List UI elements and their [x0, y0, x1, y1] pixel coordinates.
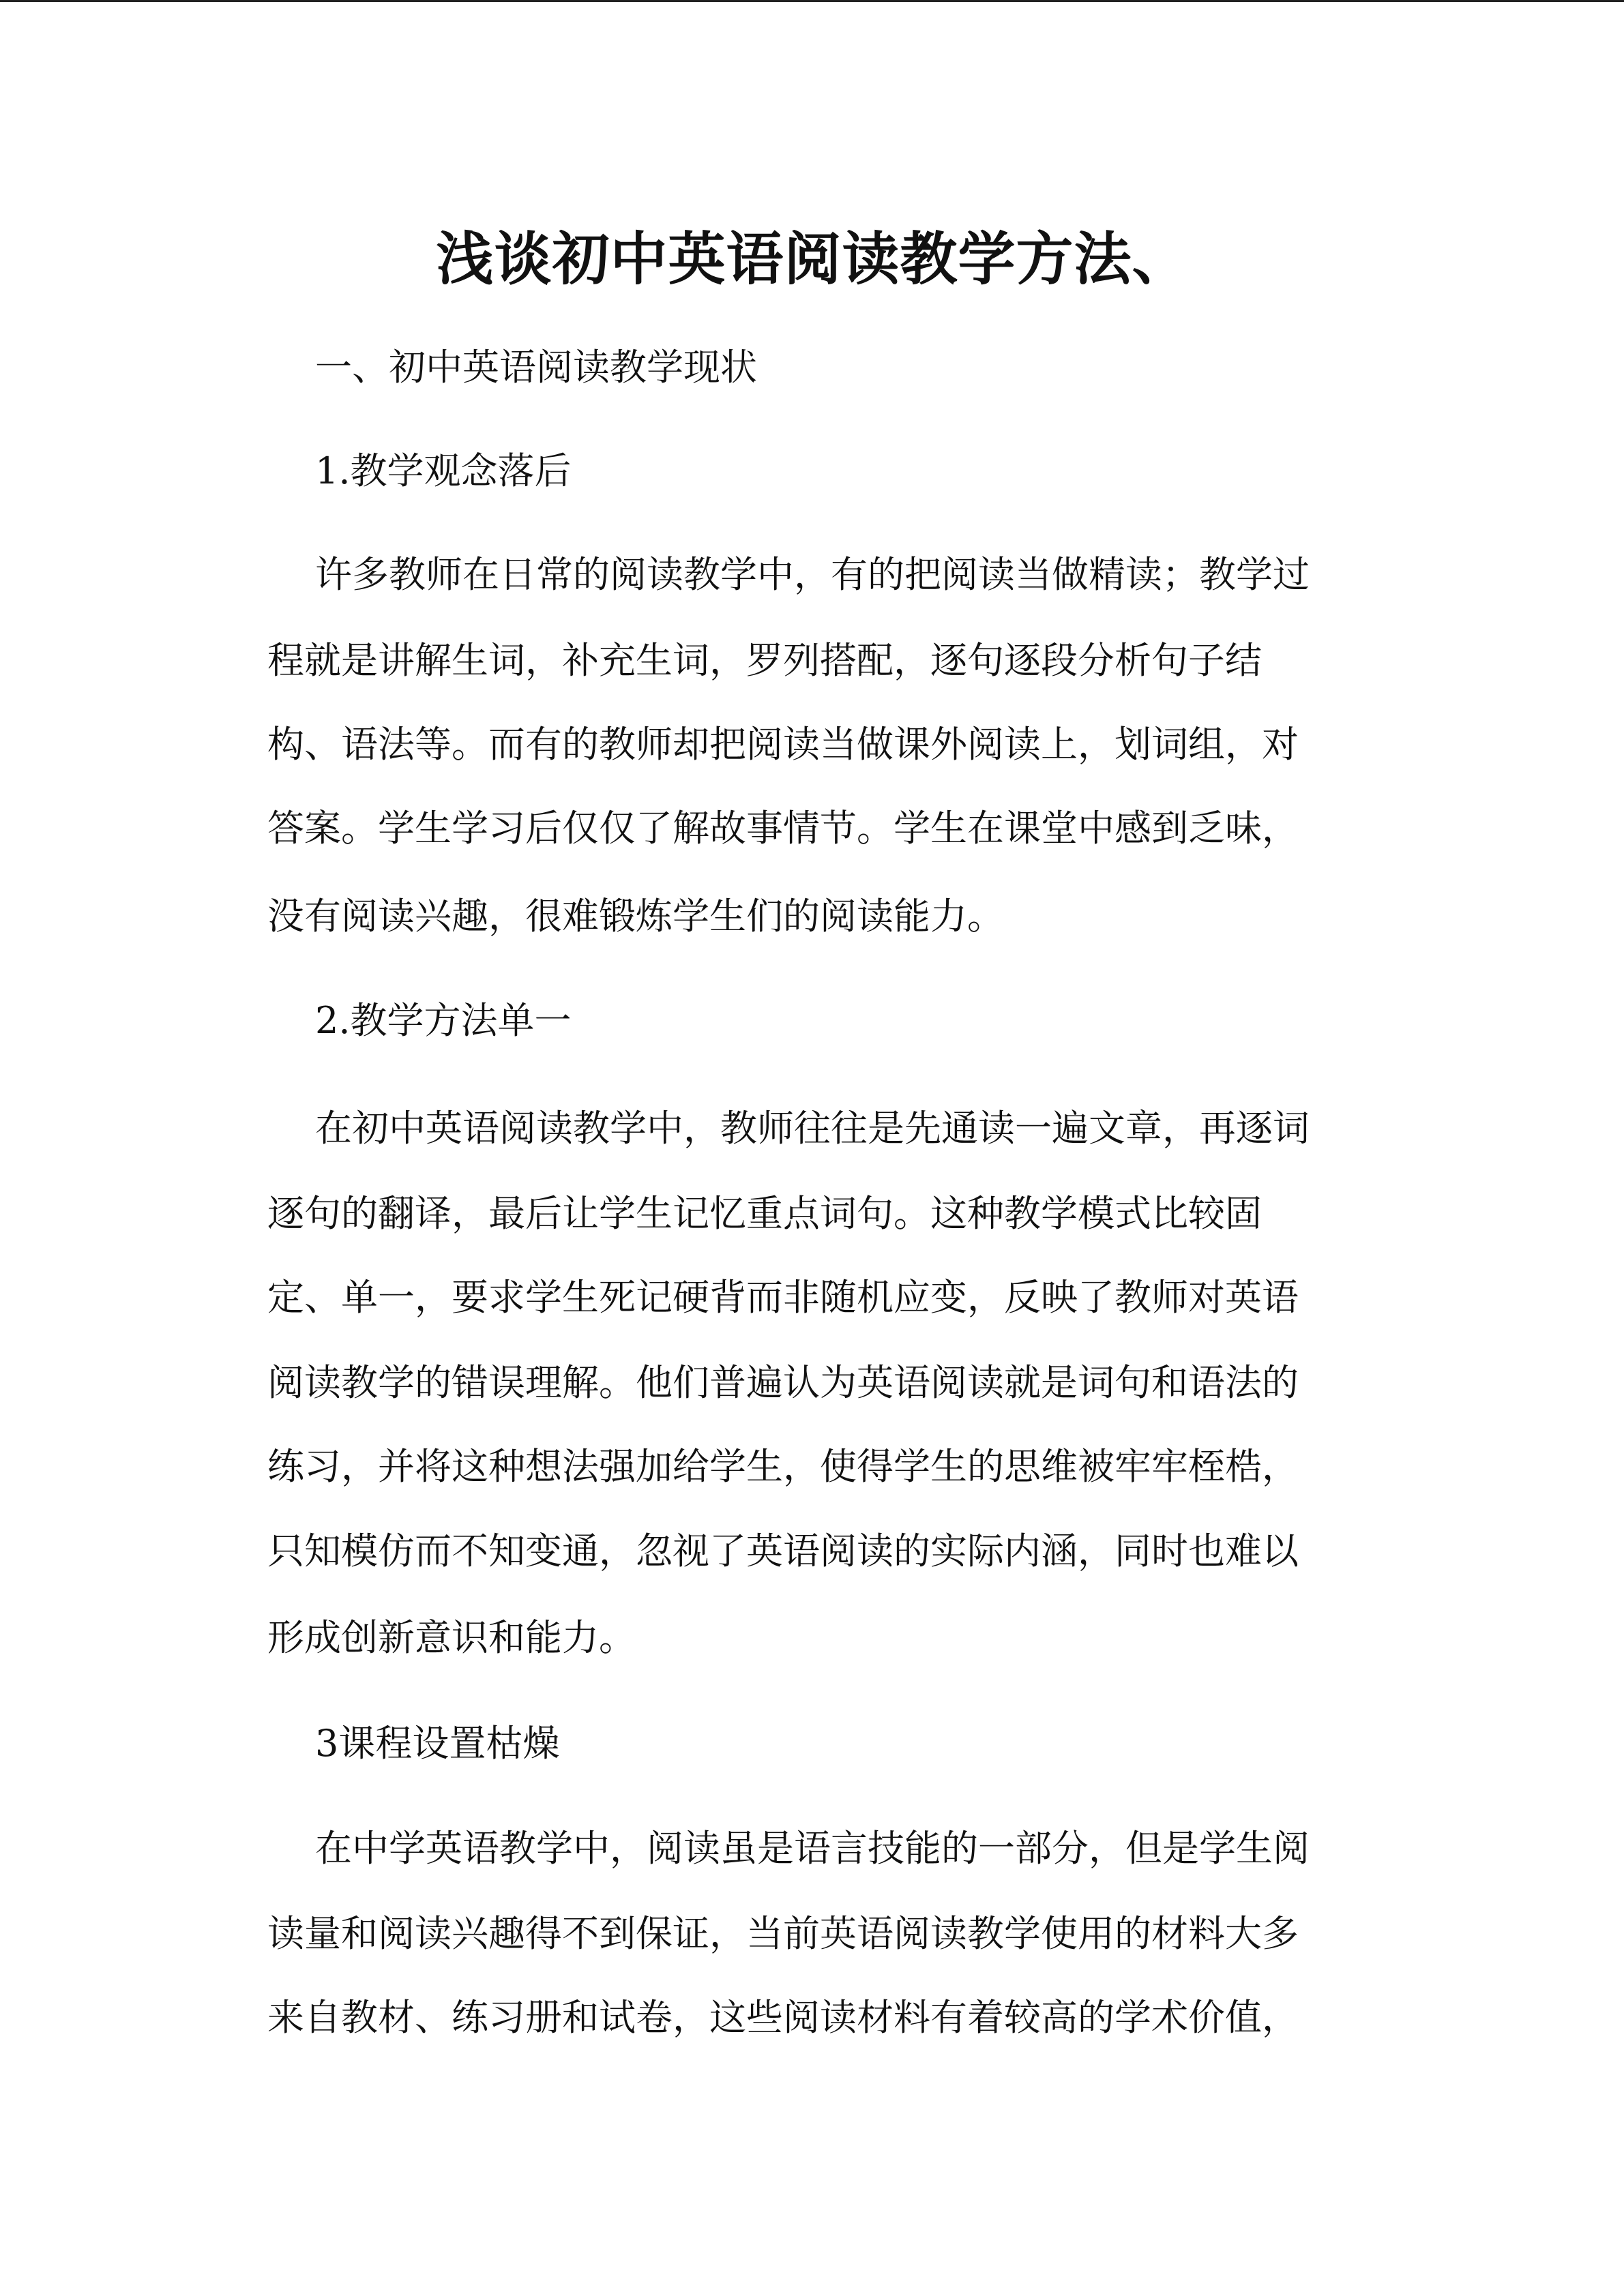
paragraph-line: 在初中英语阅读教学中，教师往往是先通读一遍文章，再逐词: [315, 1107, 1310, 1150]
paragraph-line: 来自教材、练习册和试卷，这些阅读材料有着较高的学术价值，: [267, 1996, 1299, 2039]
subsection-heading: 1.教学观念落后: [315, 449, 572, 492]
paragraph-line: 在中学英语教学中，阅读虽是语言技能的一部分，但是学生阅: [315, 1827, 1310, 1870]
paragraph-line: 形成创新意识和能力。: [267, 1616, 636, 1659]
subsection-heading: 3课程设置枯燥: [315, 1722, 560, 1765]
paragraph-line: 逐句的翻译，最后让学生记忆重点词句。这种教学模式比较固: [267, 1192, 1262, 1235]
paragraph-line: 只知模仿而不知变通，忽视了英语阅读的实际内涵，同时也难以: [267, 1530, 1299, 1572]
paragraph-line: 练习，并将这种想法强加给学生，使得学生的思维被牢牢桎梏，: [267, 1445, 1299, 1488]
paragraph-line: 读量和阅读兴趣得不到保证，当前英语阅读教学使用的材料大多: [267, 1912, 1299, 1955]
paragraph-line: 程就是讲解生词，补充生词，罗列搭配，逐句逐段分析句子结: [267, 639, 1262, 682]
paragraph-line: 答案。学生学习后仅仅了解故事情节。学生在课堂中感到乏味，: [267, 807, 1299, 850]
document-page: [267, 0, 1359, 2296]
document-title: 浅谈初中英语阅读教学方法、: [436, 225, 1190, 293]
paragraph-line: 阅读教学的错误理解。他们普遍认为英语阅读就是词句和语法的: [267, 1361, 1299, 1404]
subsection-heading: 2.教学方法单一: [315, 999, 572, 1042]
paragraph-line: 构、语法等。而有的教师却把阅读当做课外阅读上，划词组，对: [267, 723, 1299, 766]
paragraph-line: 没有阅读兴趣，很难锻炼学生们的阅读能力。: [267, 895, 1004, 938]
paragraph-line: 定、单一，要求学生死记硬背而非随机应变，反映了教师对英语: [267, 1276, 1299, 1319]
section-heading: 一、初中英语阅读教学现状: [315, 346, 757, 389]
paragraph-line: 许多教师在日常的阅读教学中，有的把阅读当做精读；教学过: [315, 553, 1310, 596]
